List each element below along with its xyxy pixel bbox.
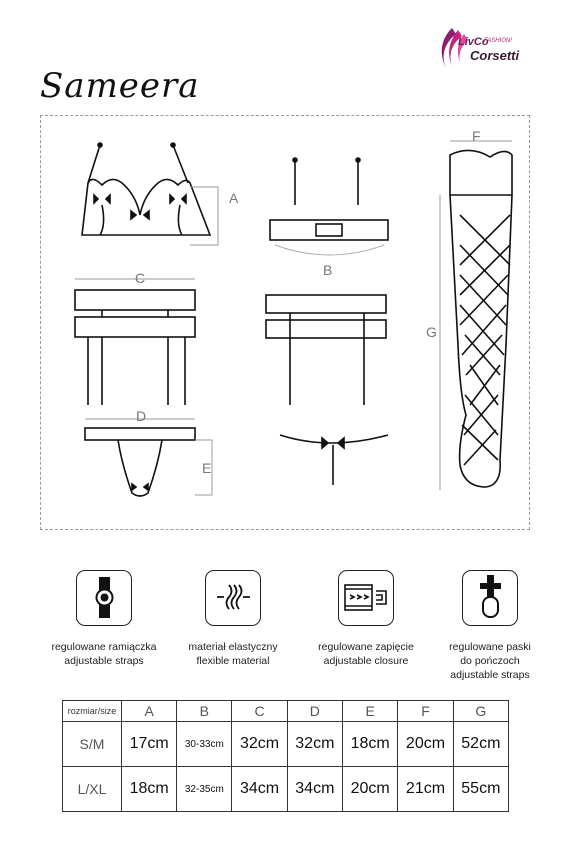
feature-adjustable-closure xyxy=(306,570,426,668)
column-header: F xyxy=(398,701,453,722)
size-table-corner: rozmiar/size xyxy=(63,701,122,722)
table-cell: 18cm xyxy=(343,722,398,767)
table-cell: 52cm xyxy=(453,722,508,767)
column-header: G xyxy=(453,701,508,722)
feature-label-en: adjustable closure xyxy=(323,655,409,667)
feature-label-en: flexible material xyxy=(196,655,270,667)
row-size-label: L/XL xyxy=(63,767,122,812)
elastic-icon xyxy=(205,570,261,626)
feature-adjustable-straps xyxy=(44,570,164,668)
feature-label-pl: regulowane zapięcie xyxy=(318,641,414,653)
strap-icon xyxy=(76,570,132,626)
closure-icon xyxy=(338,570,394,626)
table-cell: 55cm xyxy=(453,767,508,812)
thong-front-drawing xyxy=(85,428,195,496)
table-cell: 17cm xyxy=(122,722,177,767)
thong-back-drawing xyxy=(280,435,388,485)
bra-back-drawing xyxy=(270,160,388,255)
size-table xyxy=(62,700,509,812)
feature-label-pl: regulowane paski xyxy=(449,641,531,653)
table-cell: 18cm xyxy=(122,767,177,812)
column-header: E xyxy=(343,701,398,722)
table-row xyxy=(63,767,509,812)
dimension-label-d: D xyxy=(136,408,147,424)
stocking-drawing xyxy=(450,150,512,487)
row-size-label: S/M xyxy=(63,722,122,767)
feature-label-pl: regulowane ramiączka xyxy=(51,641,157,653)
dimension-label-c: C xyxy=(135,270,146,286)
garter-icon xyxy=(462,570,518,626)
garter-belt-back-drawing xyxy=(266,295,386,405)
feature-label-pl-2: do pończoch xyxy=(460,655,520,667)
table-cell: 34cm xyxy=(287,767,342,812)
column-header: C xyxy=(232,701,287,722)
table-cell: 34cm xyxy=(232,767,287,812)
dimension-label-e: E xyxy=(202,460,212,476)
logo-text-fashion: FASHION! xyxy=(484,38,512,44)
dimension-label-g: G xyxy=(426,324,437,340)
garter-belt-front-drawing xyxy=(75,290,195,405)
feature-label-en: adjustable straps xyxy=(450,669,530,681)
column-header: A xyxy=(122,701,177,722)
table-cell: 20cm xyxy=(398,722,453,767)
column-header: D xyxy=(287,701,342,722)
feature-adjustable-garter-straps xyxy=(430,570,550,682)
logo-text-corsetti: Corsetti xyxy=(470,48,520,63)
brand-logo xyxy=(432,24,552,72)
table-cell: 32cm xyxy=(232,722,287,767)
product-name: Sameera xyxy=(40,66,200,106)
feature-label-en: adjustable straps xyxy=(64,655,144,667)
size-table-header xyxy=(63,701,509,722)
feature-label-pl: materiał elastyczny xyxy=(188,641,278,653)
table-cell: 30-33cm xyxy=(177,722,232,767)
table-cell: 20cm xyxy=(343,767,398,812)
dimension-label-a: A xyxy=(229,190,239,206)
logo-text-livco: LivCo xyxy=(458,36,489,48)
bra-front-drawing xyxy=(82,145,210,235)
technical-drawing xyxy=(40,115,530,530)
table-cell: 32cm xyxy=(287,722,342,767)
column-header: B xyxy=(177,701,232,722)
dimension-label-f: F xyxy=(472,128,481,144)
table-cell: 21cm xyxy=(398,767,453,812)
feature-flexible-material xyxy=(173,570,293,668)
table-cell: 32-35cm xyxy=(177,767,232,812)
dimension-label-b: B xyxy=(323,262,333,278)
logo-swirl-icon xyxy=(432,24,472,72)
table-row xyxy=(63,722,509,767)
